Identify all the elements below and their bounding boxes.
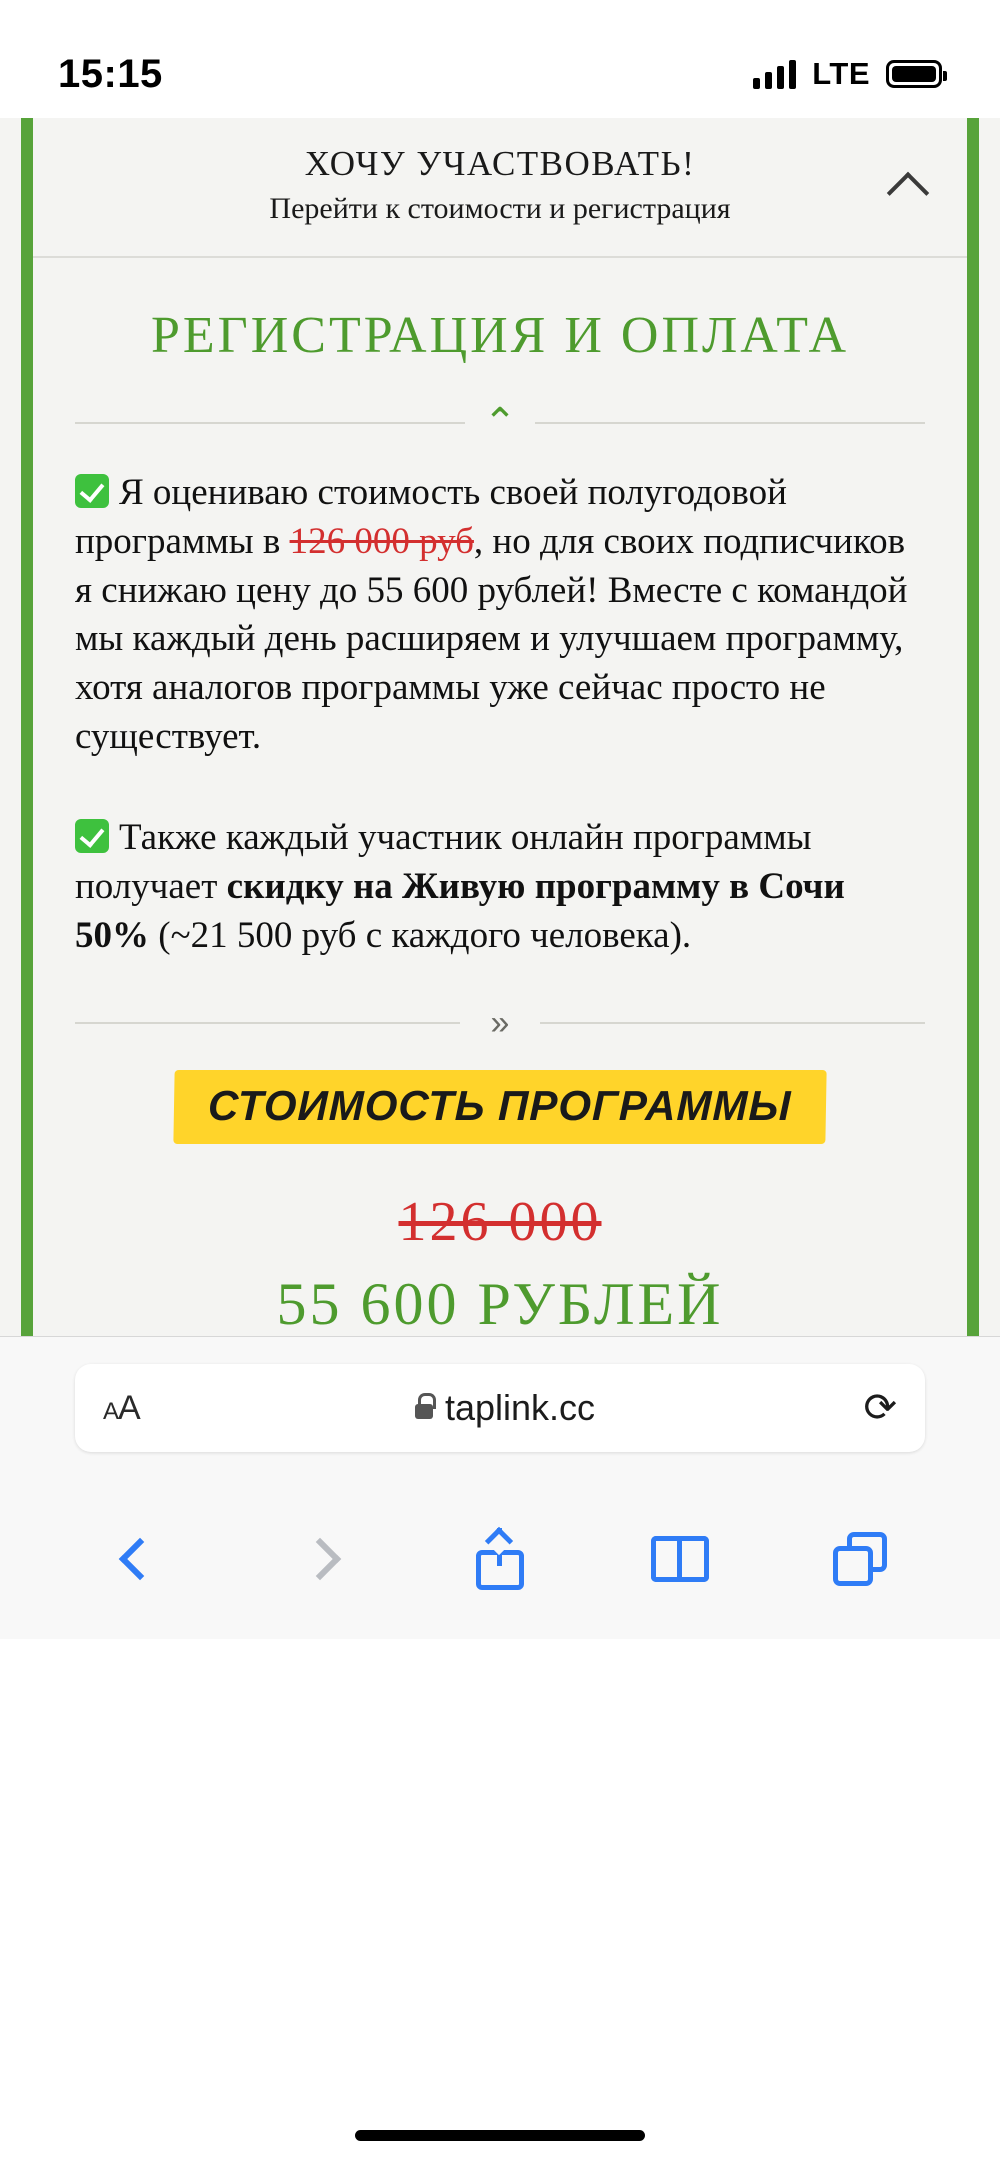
price-banner	[174, 1070, 827, 1144]
registration-section	[33, 258, 967, 1336]
browser-url-bar	[0, 1336, 1000, 1479]
back-arrow-icon	[119, 1538, 161, 1580]
check-icon	[75, 474, 109, 508]
url-text: taplink.cc	[444, 1387, 596, 1428]
forward-arrow-icon	[299, 1538, 341, 1580]
battery-full-icon	[886, 60, 942, 88]
status-bar	[0, 0, 1000, 118]
paragraph-discount	[75, 814, 925, 960]
paragraph-discount-bold: скидку на Живую программу в Сочи 50%	[75, 865, 845, 956]
bookmarks-button[interactable]	[635, 1514, 725, 1604]
page-border-right	[967, 118, 979, 1336]
price-old: 126 000	[398, 1191, 602, 1254]
paragraph-discount-part2: (~21 500 руб с каждого человека).	[149, 914, 692, 956]
price-banner-wrap	[75, 1070, 925, 1144]
home-indicator[interactable]	[355, 2130, 645, 2141]
forward-button[interactable]	[275, 1514, 365, 1604]
check-icon	[75, 819, 109, 853]
paragraph-price	[75, 469, 925, 762]
signal-bars-icon	[753, 59, 796, 89]
tabs-button[interactable]	[815, 1514, 905, 1604]
page-content	[33, 118, 967, 1336]
divider2-chevrons-icon: »	[490, 1004, 510, 1043]
share-button[interactable]	[455, 1514, 545, 1604]
browser-toolbar	[0, 1479, 1000, 1639]
accordion-header[interactable]	[33, 118, 967, 258]
lock-icon	[415, 1404, 433, 1419]
price-new: 55 600 РУБЛЕЙ	[276, 1271, 724, 1336]
divider-line-left	[75, 422, 465, 424]
text-size-button[interactable]: AA	[103, 1388, 140, 1427]
network-type-label: LTE	[812, 56, 870, 91]
accordion-title: ХОЧУ УЧАСТВОВАТЬ!	[304, 144, 696, 183]
reload-icon[interactable]: ⟳	[863, 1386, 897, 1430]
status-indicators	[753, 56, 942, 92]
status-time: 15:15	[58, 51, 163, 96]
divider2-line-right	[540, 1022, 925, 1024]
section-divider	[75, 403, 925, 443]
address-bar[interactable]	[75, 1364, 925, 1452]
bookmarks-icon	[651, 1536, 709, 1582]
paragraph-price-part2: , но для своих подписчиков я снижаю цену до 55 600 рублей! Вместе с командой мы каждый день расширяем и улучшаем программу, хотя аналогов программы уже сейчас просто не существует.	[75, 520, 908, 758]
divider-line-right	[535, 422, 925, 424]
chevron-up-icon[interactable]	[889, 162, 933, 206]
price-banner-label: СТОИМОСТЬ ПРОГРАММЫ	[207, 1082, 793, 1130]
paragraph-price-strike: 126 000 руб	[289, 520, 474, 562]
accordion-subtitle: Перейти к стоимости и регистрация	[269, 192, 731, 225]
url-display[interactable]	[193, 1387, 817, 1429]
page-border-left	[21, 118, 33, 1336]
paragraph-discount-part1: Также каждый участник онлайн программы получает	[75, 816, 812, 907]
paragraph-price-part1: Я оцениваю стоимость своей полугодовой программы в	[75, 472, 787, 562]
divider-chevron-icon: ⌃	[483, 401, 517, 445]
section-divider-2	[75, 1004, 925, 1043]
tabs-icon	[833, 1532, 887, 1586]
divider2-line-left	[75, 1022, 460, 1024]
back-button[interactable]	[95, 1514, 185, 1604]
share-icon	[476, 1528, 524, 1590]
webview	[0, 118, 1000, 1336]
section-title: РЕГИСТРАЦИЯ И ОПЛАТА	[151, 307, 849, 364]
